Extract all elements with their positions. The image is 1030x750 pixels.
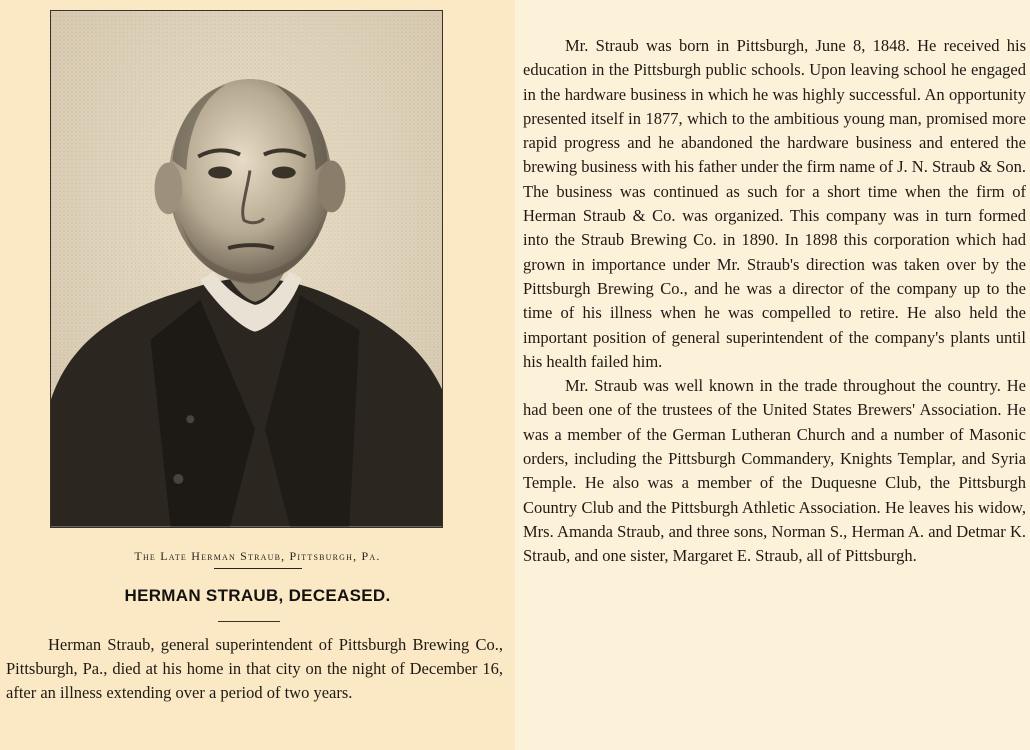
article-paragraph: Mr. Straub was born in Pittsburgh, June 8, 1848. He received his education in the Pittsburgh public schools. Upon leaving school he engaged in the hardware business in which he was highly successful. An opportunity presented itself in 1877, which to the ambitious young man, promised more rapid progress and he abandoned the hardware business and entered the brewing business with his father under the firm name of J. N. Straub & Son. The business was continued as such for a short time when the firm of Herman Straub & Co. was organized. This company was in turn formed into the Straub Brewing Co. in 1890. In 1898 this corporation which had grown in importance under Mr. Straub's direction was taken over by the Pittsburgh Brewing Co., and he was a director of the company up to the time of his illness when he was compelled to retire. He also held the important position of general superintendent of the company's plants until his health failed him. bbox=[523, 36, 1026, 371]
portrait-illustration bbox=[51, 11, 442, 527]
right-column bbox=[515, 0, 1030, 750]
article-body bbox=[523, 34, 1026, 569]
article-headline: HERMAN STRAUB, DECEASED. bbox=[124, 586, 391, 605]
photo-caption bbox=[0, 549, 515, 564]
caption-text: The Late Herman Straub, Pittsburgh, Pa. bbox=[134, 549, 381, 563]
portrait-photo bbox=[50, 10, 443, 528]
intro-paragraph: Herman Straub, general superintendent of Pittsburgh Brewing Co., Pittsburgh, Pa., died at his home in that city on the night of December 16, after an illness extending over a period of two years. bbox=[6, 635, 503, 702]
article-paragraph: Mr. Straub was well known in the trade throughout the country. He had been one of the trustees of the United States Brewers' Association. He was a member of the German Lutheran Church and a number of Masonic orders, including the Pittsburgh Commandery, Knights Templar, and Syria Temple. He also was a member of the Duquesne Club, the Pittsburgh Country Club and the Pittsburgh Athletic Association. He leaves his widow, Mrs. Amanda Straub, and three sons, Norman S., Herman A. and Detmar K. Straub, and one sister, Margaret E. Straub, all of Pittsburgh. bbox=[523, 376, 1026, 566]
caption-underline bbox=[214, 568, 302, 569]
headline-rule bbox=[218, 621, 280, 622]
